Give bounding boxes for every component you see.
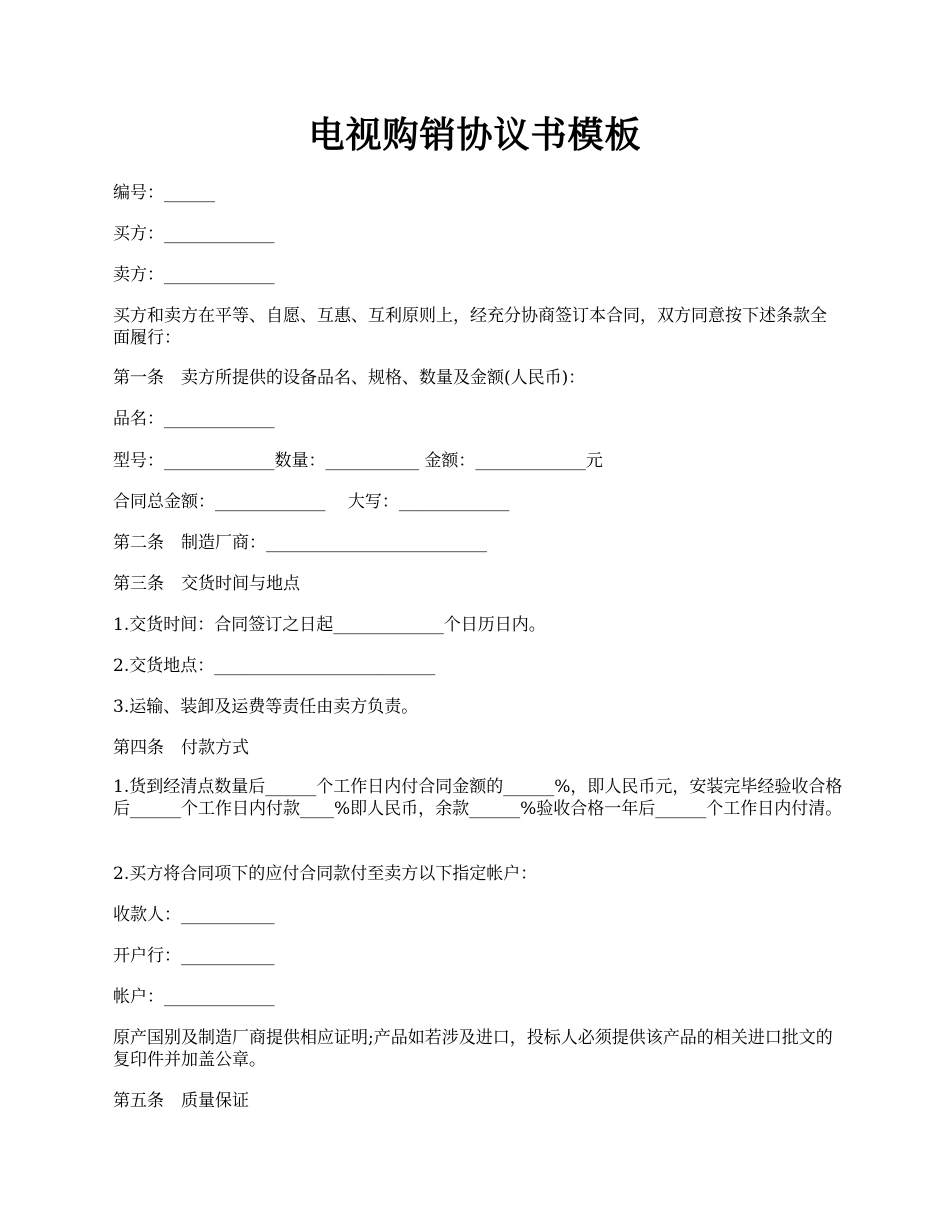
field-seller: 卖方：_____________ — [113, 265, 275, 285]
document-title: 电视购销协议书模板 — [308, 115, 642, 156]
field-payee: 收款人：___________ — [113, 905, 275, 925]
field-contract-number: 编号：______ — [113, 183, 215, 203]
intro-paragraph: 买方和卖方在平等、自愿、互惠、互利原则上，经充分协商签订本合同，双方同意按下述条款全面履行： — [113, 306, 827, 348]
transport-responsibility: 3.运输、装卸及运费等责任由卖方负责。 — [113, 697, 419, 717]
field-bank: 开户行：___________ — [113, 946, 275, 966]
payment-terms-paragraph: 1.货到经清点数量后______个工作日内付合同金额的______%，即人民币元，安装完毕经验收合格后______个工作日内付款____%即人民币，余款______%验收合格一年后______个工作日内付清。 — [113, 777, 843, 819]
article-4-heading: 第四条 付款方式 — [113, 738, 249, 758]
origin-certificate-paragraph: 原产国别及制造厂商提供相应证明;产品如若涉及进口，投标人必须提供该产品的相关进口批文的复印件并加盖公章。 — [113, 1028, 833, 1070]
delivery-location: 2.交货地点：__________________________ — [113, 656, 436, 676]
field-model-quantity-amount: 型号：_____________数量：___________ 金额：_____________元 — [113, 451, 603, 471]
field-product-name: 品名：_____________ — [113, 409, 275, 429]
payment-account-instruction: 2.买方将合同项下的应付合同款付至卖方以下指定帐户： — [113, 864, 538, 884]
field-total-amount: 合同总金额：_____________ 大写：_____________ — [113, 492, 510, 512]
article-2-manufacturer: 第二条 制造厂商：__________________________ — [113, 533, 487, 553]
delivery-time: 1.交货时间：合同签订之日起_____________个日历日内。 — [113, 615, 546, 635]
article-3-heading: 第三条 交货时间与地点 — [113, 574, 300, 594]
field-buyer: 买方：_____________ — [113, 224, 275, 244]
article-1-heading: 第一条 卖方所提供的设备品名、规格、数量及金额(人民币)： — [113, 368, 586, 388]
article-5-heading: 第五条 质量保证 — [113, 1091, 249, 1111]
field-account: 帐户：_____________ — [113, 987, 275, 1007]
